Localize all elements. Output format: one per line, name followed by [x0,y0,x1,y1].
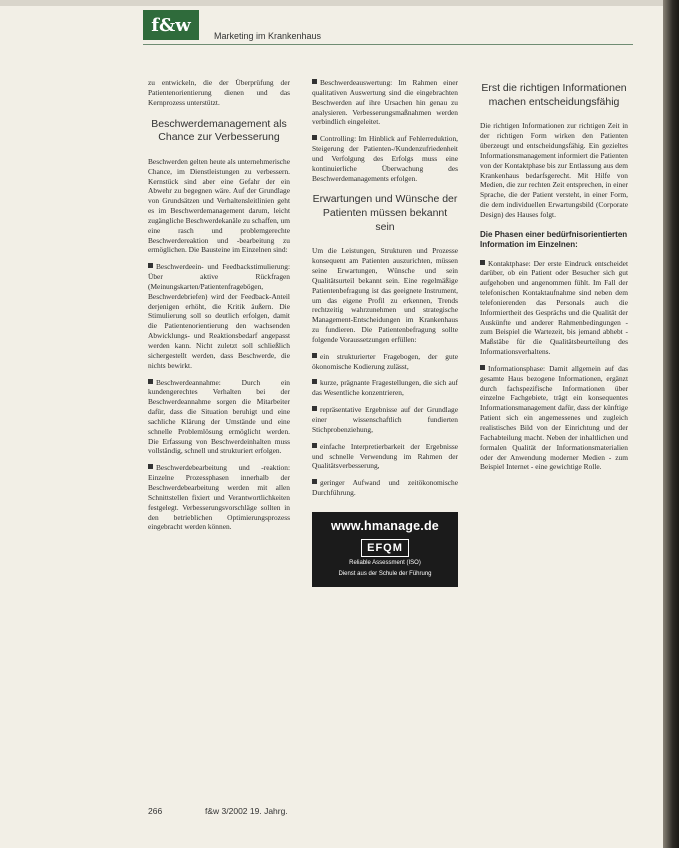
bullet-square-icon [148,464,153,469]
bullet-square-icon [480,260,485,265]
col3-bullet-1 [480,259,628,357]
col3-subheading: Die Phasen einer bedürfnisorientierten Information im Einzelnen: [480,229,628,250]
col1-bullet-2 [148,378,290,457]
column-1 [148,78,290,539]
bullet-text: einfache Interpretierbarkeit der Ergebnisse und schnelle Verwendung im Rahmen der Qualitätsverbesserung, [312,441,458,471]
col3-heading: Erst die richtigen Informationen machen entscheidungsfähig [481,82,627,108]
ad-logo: EFQM [361,539,409,558]
bullet-text: Beschwerdeauswertung: Im Rahmen einer qualitativen Auswertung sind die eingebrachten Beschwerden auf ihre Ursachen hin genau zu analysieren. Verbesserungsmaßnahmen werden verbindlich eingeleitet. [312,78,458,127]
bullet-square-icon [312,79,317,84]
bullet-square-icon [312,135,317,140]
col2-bullet-5 [312,405,458,435]
bullet-square-icon [312,443,317,448]
col1-intro: zu entwickeln, die der Überprüfung der Patientenorientierung dienen und das Kernprozess unterstützt. [148,78,290,107]
running-head: Marketing im Krankenhaus [214,31,322,41]
bullet-square-icon [148,379,153,384]
page-number: 266 [148,806,163,816]
bullet-text: repräsentative Ergebnisse auf der Grundlage einer wissenschaftlich fundierten Stichprobenziehung, [312,405,458,434]
bullet-text: geringer Aufwand und zeitökonomische Durchführung. [312,478,458,498]
col2-bullet-7 [312,478,458,498]
ad-url: www.hmanage.de [331,518,439,533]
ad-line-2: Dienst aus der Schule der Führung [338,570,432,577]
bullet-square-icon [480,365,485,370]
bullet-square-icon [312,479,317,484]
ad-line-1: Reliable Assessment (ISO) [349,560,421,567]
col1-heading: Beschwerdemanagement als Chance zur Verbesserung [151,117,287,144]
journal-logo: f&w [143,10,199,40]
bullet-text: Kontaktphase: Der erste Eindruck entscheidet darüber, ob ein Patient oder Besucher sich gut aufgehoben und angenommen fühlt. Im Fall der telefonischen Kontaktaufnahme sind neben dem telefonierenden das Personals auch die Informiertheit des Gesprächs und die Qualität der Auskünfte und anderer Rahmenbedingungen - zum Beispiel die Wartezeit, bis jemand abhebt - Maßstäbe für die Qualitätsbeurteilung des Informationsverhaltens. [480,258,628,357]
col1-bullet-1 [148,262,290,370]
col3-bullet-2 [480,364,628,472]
col2-heading: Erwartungen und Wünsche der Patienten müssen bekannt sein [312,193,458,233]
col1-paragraph: Beschwerden gelten heute als unternehmerische Chance, im Dienstleistungen zu verbessern. Kernstück sind aber eine Gefahr der ein Abwehr zu begegnen wäre. Auf der Grundlage von Grundsätzen und Verhaltensleitlinien geht es im Beschwerdemanagement darum, leicht zugängliche Beschwerdekanäle zu schaffen, um eine rasch und problemgerechte Beschwerdereaktion und -bearbeitung zu ermöglichen. Die Bausteine im Einzelnen sind: [148,156,291,255]
page-top-edge [0,0,679,6]
column-2 [312,78,458,587]
bullet-square-icon [148,263,153,268]
col2-bullet-1 [312,78,458,127]
col2-bullet-3 [312,352,458,372]
bullet-text: ein strukturierter Fragebogen, der gute ökonomische Kodierung zulässt, [312,351,458,371]
bullet-square-icon [312,353,317,358]
col2-bullet-6 [312,442,458,472]
book-binding [663,0,679,848]
col3-paragraph: Die richtigen Informationen zur richtigen Zeit in der richtigen Form wirken den Patienten überzeugt und entscheidungsfähig. Ein gezieltes Informationsmanagement informiert die Patienten von der Kontaktphase bis zur Entlassung aus dem Krankenhaus bedarfsgerecht. Mit Hilfe von Medien, die zur rechten Zeit entsprechen, in einer Sprache, die der Patient versteht, in einer Form, die dem individuellen Erwartungsbild (Corporate Design) des Hauses folgt. [480,121,628,219]
col1-bullet-3 [148,463,290,532]
col2-bullet-2 [312,134,458,183]
header-rule [143,44,633,45]
bullet-text: Informationsphase: Damit allgemein auf das gesamte Haus bezogene Informationen, ergänzt durch fachspezifische Informationen über einzelne Fachgebiete, trägt ein konsequentes Informationsmanagement dafür, dass der künftige Patient sich ein angemessenes und zugleich realistisches Bild von der Einrichtung und der Fachabteilung macht. Neben der inhaltlichen und formalen Qualität der Informationsmaterialien oder der Anwendung moderner Medien - zum Beispiel Internet - eine gewichtige Rolle. [480,363,628,472]
bullet-text: Beschwerdebearbeitung und -reaktion: Einzelne Prozessphasen innerhalb der Beschwerdebearbeitung werden mit allen Schnittstellen fixiert und Verantwortlichkeiten festgelegt. Verbesserungsvorschläge sollten in den betrieblichen Optimierungsprozess eingebracht werden können. [148,463,290,532]
journal-issue: f&w 3/2002 19. Jahrg. [205,806,288,816]
bullet-square-icon [312,379,317,384]
col2-bullet-4 [312,378,458,398]
bullet-text: Controlling: Im Hinblick auf Fehlerreduktion, Steigerung der Patienten-/Kundenzufriedenheit und Verfolgung des Erfolgs muss eine kontinuierliche Überwachung des Beschwerdemanagements erfolgen. [312,134,458,183]
column-3 [480,78,628,479]
advertisement-box [312,512,458,587]
bullet-text: kurze, prägnante Fragestellungen, die sich auf das Wesentliche konzentrieren, [312,378,458,398]
bullet-square-icon [312,406,317,411]
bullet-text: Beschwerdeein- und Feedbackstimulierung: Über aktive Rückfragen (Meinungskarten/Patientenfragebögen, Beschwerdebriefen) wird der Feedback-Anteil derjenigen erhöht, die Kritik äußern. Die Stimulierung soll so deutlich erfolgen, damit die Patientenorientierung den wachsenden Abwicklungs- und Reaktionsbedarf angepasst werden kann. Nicht zuletzt soll schließlich sichergestellt werden, dass Beschwerde, die nichts bewirkt. [148,262,290,370]
col2-paragraph: Um die Leistungen, Strukturen und Prozesse konsequent am Patienten auszurichten, müssen seine Erwartungen, Wünsche und sein Qualitätsurteil bekannt sein. Eine regelmäßige Patientenbefragung ist das geeignete Instrument, um das eigene Profil zu erkennen, Trends rechtzeitig wahrzunehmen und strategische Management-Entscheidungen im Krankenhaus zu fundieren. Die Patientenbefragung sollte folgende Voraussetzungen erfüllen: [312,246,458,344]
bullet-text: Beschwerdeannahme: Durch ein kundengerechtes Verhalten bei der Beschwerdeannahme sorgen die Mitarbeiter dafür, dass die Situation beruhigt und eine sachliche Klärung der Umstände und eine schnelle Problemlösung ermöglicht werden. Die Erfassung von Beschwerdeinhalten muss vollständig, schnell und strukturiert erfolgen. [148,377,290,456]
